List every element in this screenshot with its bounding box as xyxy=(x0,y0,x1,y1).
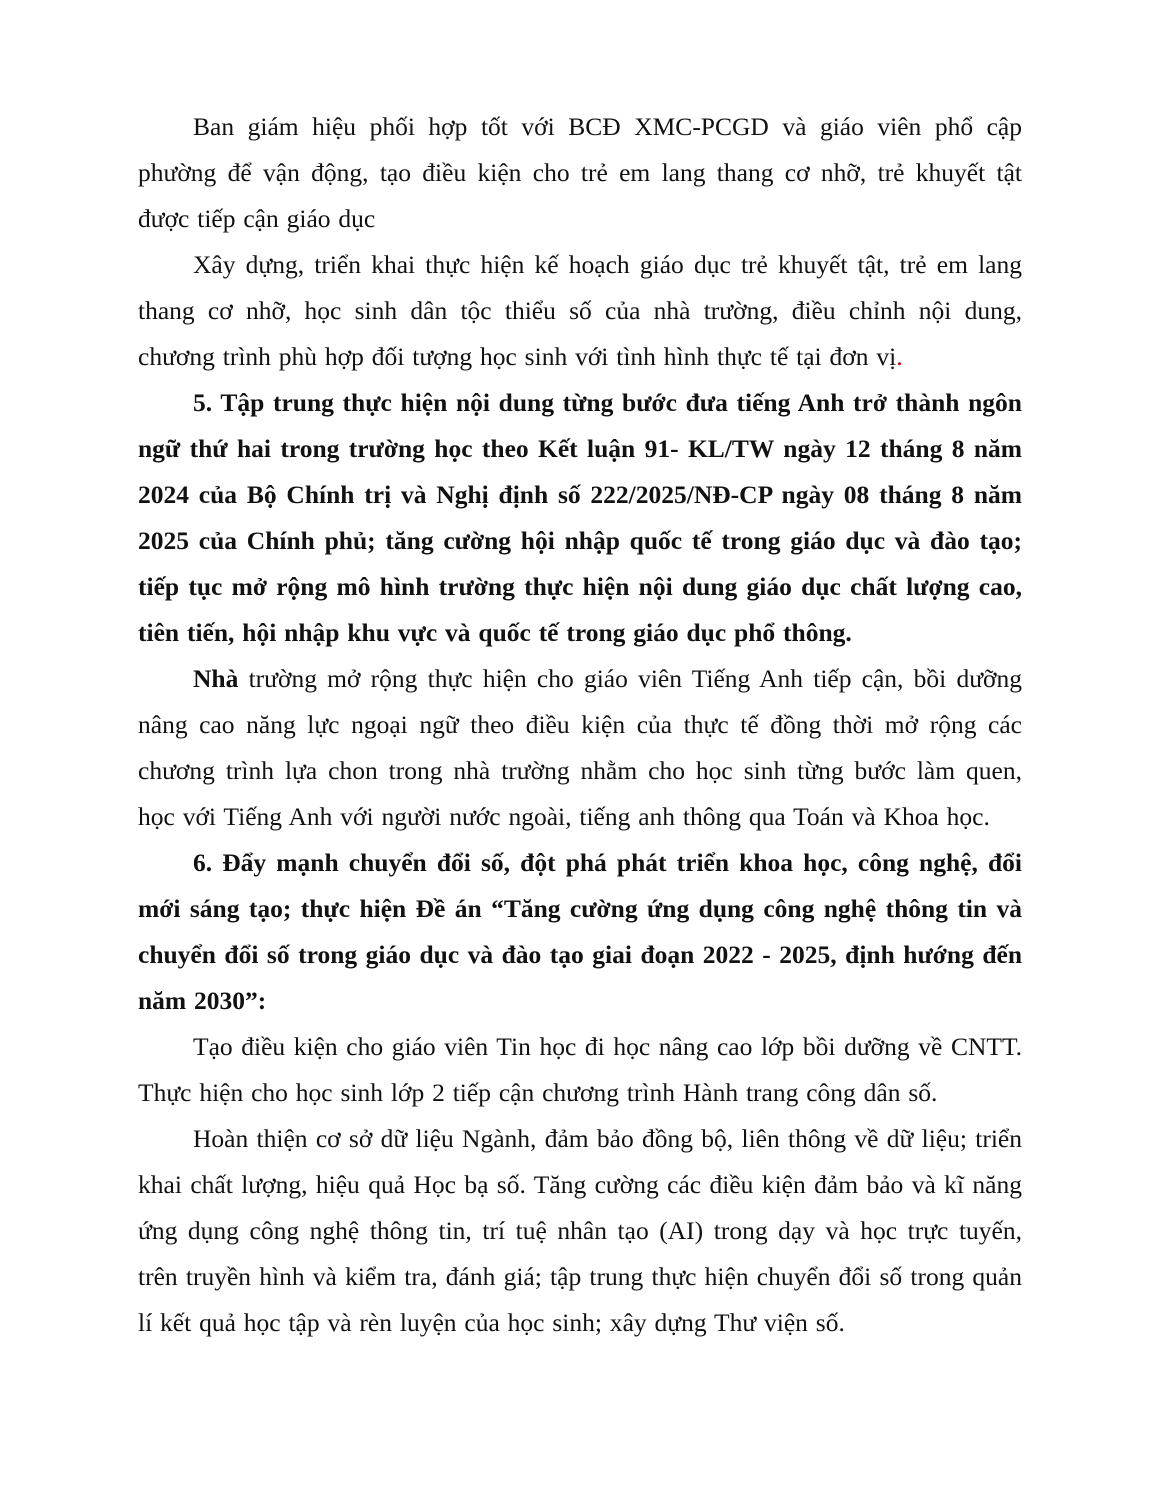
text-run: . xyxy=(896,342,903,371)
heading-paragraph xyxy=(138,840,1022,1024)
text-run: 5. Tập trung thực hiện nội dung từng bước đưa tiếng Anh trở thành ngôn ngữ thứ hai trong trường học theo Kết luận 91- KL/TW ngày 12 tháng 8 năm 2024 của Bộ Chính trị và Nghị định số 222/2025/NĐ-CP ngày 08 tháng 8 năm 2025 của Chính phủ; tăng cường hội nhập quốc tế trong giáo dục và đào tạo; tiếp tục mở rộng mô hình trường thực hiện nội dung giáo dục chất lượng cao, tiên tiến, hội nhập khu vực và quốc tế trong giáo dục phổ thông. xyxy=(138,388,1022,647)
text-run: Xây dựng, triển khai thực hiện kế hoạch giáo dục trẻ khuyết tật, trẻ em lang thang cơ nhỡ, học sinh dân tộc thiểu số của nhà trường, điều chỉnh nội dung, chương trình phù hợp đối tượng học sinh với tình hình thực tế tại đơn vị xyxy=(138,250,1022,371)
document-body xyxy=(138,104,1022,1346)
paragraph xyxy=(138,104,1022,242)
paragraph xyxy=(138,242,1022,380)
text-run: Nhà xyxy=(193,664,239,693)
text-run: Tạo điều kiện cho giáo viên Tin học đi học nâng cao lớp bồi dưỡng về CNTT. Thực hiện cho học sinh lớp 2 tiếp cận chương trình Hành trang công dân số. xyxy=(138,1032,1022,1107)
text-run: Ban giám hiệu phối hợp tốt với BCĐ XMC-PCGD và giáo viên phổ cập phường để vận động, tạo điều kiện cho trẻ em lang thang cơ nhỡ, trẻ khuyết tật được tiếp cận giáo dục xyxy=(138,112,1022,233)
text-run: Hoàn thiện cơ sở dữ liệu Ngành, đảm bảo đồng bộ, liên thông về dữ liệu; triển khai chất lượng, hiệu quả Học bạ số. Tăng cường các điều kiện đảm bảo và kĩ năng ứng dụng công nghệ thông tin, trí tuệ nhân tạo (AI) trong dạy và học trực tuyến, trên truyền hình và kiểm tra, đánh giá; tập trung thực hiện chuyển đổi số trong quản lí kết quả học tập và rèn luyện của học sinh; xây dựng Thư viện số. xyxy=(138,1124,1022,1337)
paragraph xyxy=(138,1116,1022,1346)
paragraph xyxy=(138,656,1022,840)
text-run: trường mở rộng thực hiện cho giáo viên Tiếng Anh tiếp cận, bồi dưỡng nâng cao năng lực ngoại ngữ theo điều kiện của thực tế đồng thời mở rộng các chương trình lựa chon trong nhà trường nhằm cho học sinh từng bước làm quen, học với Tiếng Anh với người nước ngoài, tiếng anh thông qua Toán và Khoa học. xyxy=(138,664,1022,831)
heading-paragraph xyxy=(138,380,1022,656)
paragraph xyxy=(138,1024,1022,1116)
text-run: 6. Đẩy mạnh chuyển đổi số, đột phá phát triển khoa học, công nghệ, đổi mới sáng tạo; thực hiện Đề án “Tăng cường ứng dụng công nghệ thông tin và chuyển đổi số trong giáo dục và đào tạo giai đoạn 2022 - 2025, định hướng đến năm 2030”: xyxy=(138,848,1022,1015)
